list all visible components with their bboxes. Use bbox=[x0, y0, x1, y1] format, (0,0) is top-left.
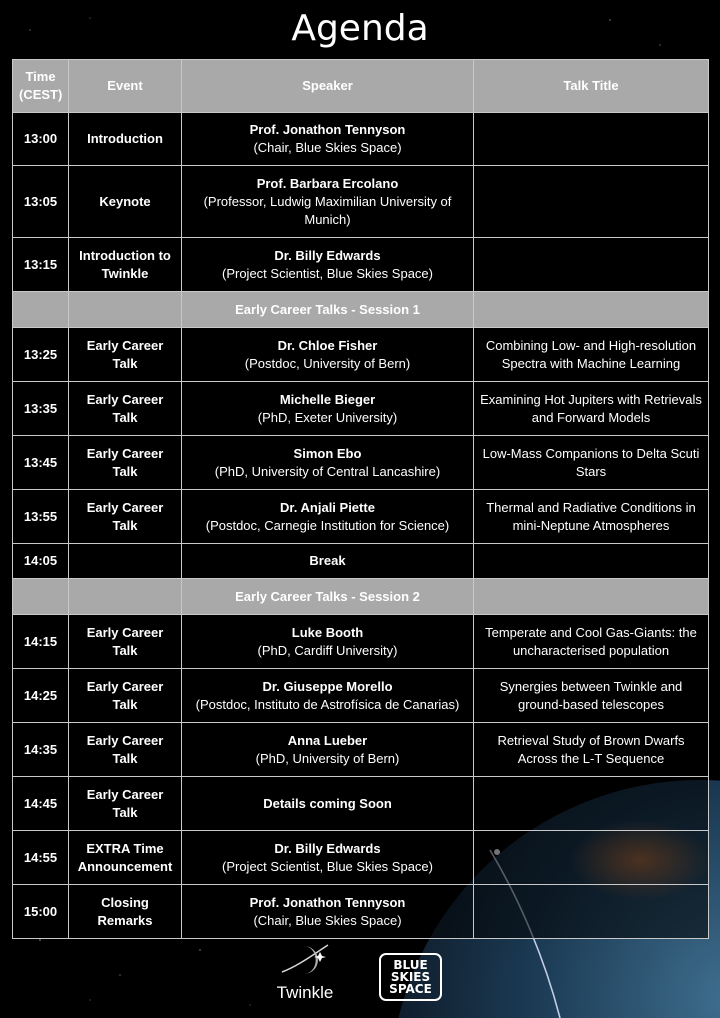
twinkle-logo bbox=[270, 942, 340, 1002]
twinkle-star-icon bbox=[270, 942, 340, 978]
talk-title-cell bbox=[474, 166, 709, 238]
session-event-cell bbox=[69, 579, 182, 615]
table-row bbox=[13, 615, 709, 669]
speaker-cell bbox=[182, 490, 474, 544]
speaker-cell bbox=[182, 777, 474, 831]
speaker-name: Michelle Bieger bbox=[279, 391, 376, 407]
speaker-affiliation: (Chair, Blue Skies Space) bbox=[253, 912, 402, 928]
time-cell: 13:45 bbox=[13, 436, 69, 490]
table-header-row bbox=[13, 60, 709, 113]
speaker-name: Dr. Giuseppe Morello bbox=[262, 678, 393, 694]
talk-title-cell bbox=[474, 238, 709, 292]
speaker-cell bbox=[182, 885, 474, 939]
talk-title-cell bbox=[474, 544, 709, 579]
speaker-affiliation: (Professor, Ludwig Maximilian University of Munich) bbox=[203, 193, 452, 227]
event-cell: Closing Remarks bbox=[69, 885, 182, 939]
speaker-name: Prof. Jonathon Tennyson bbox=[249, 894, 406, 910]
table-row bbox=[13, 669, 709, 723]
table-row bbox=[13, 382, 709, 436]
session-time-cell bbox=[13, 292, 69, 328]
speaker-affiliation: (Postdoc, Instituto de Astrofísica de Canarias) bbox=[195, 696, 460, 712]
speaker-cell bbox=[182, 669, 474, 723]
event-cell: Early Career Talk bbox=[69, 382, 182, 436]
speaker-affiliation: (Postdoc, University of Bern) bbox=[244, 355, 411, 371]
speaker-cell bbox=[182, 113, 474, 166]
time-cell: 13:35 bbox=[13, 382, 69, 436]
logo-line-2: SKIES bbox=[390, 970, 431, 984]
talk-title-cell: Combining Low- and High-resolution Spectra with Machine Learning bbox=[474, 328, 709, 382]
talk-title-cell: Examining Hot Jupiters with Retrievals and Forward Models bbox=[474, 382, 709, 436]
table-row bbox=[13, 723, 709, 777]
time-cell: 14:55 bbox=[13, 831, 69, 885]
speaker-name: Prof. Jonathon Tennyson bbox=[249, 122, 406, 137]
agenda-body bbox=[13, 113, 709, 939]
break-row bbox=[13, 544, 709, 579]
speaker-affiliation: (PhD, University of Central Lancashire) bbox=[214, 463, 441, 479]
talk-title-cell bbox=[474, 113, 709, 166]
time-cell: 13:25 bbox=[13, 328, 69, 382]
talk-title-cell bbox=[474, 885, 709, 939]
table-row bbox=[13, 328, 709, 382]
session-title-cell bbox=[474, 292, 709, 328]
logo-line-1: BLUE bbox=[393, 958, 428, 972]
time-cell: 14:35 bbox=[13, 723, 69, 777]
event-cell: Early Career Talk bbox=[69, 777, 182, 831]
speaker-cell bbox=[182, 436, 474, 490]
time-cell: 14:25 bbox=[13, 669, 69, 723]
speaker-affiliation: (PhD, University of Bern) bbox=[255, 750, 400, 766]
page-title: Agenda bbox=[291, 8, 429, 49]
table-row bbox=[13, 166, 709, 238]
time-cell: 14:45 bbox=[13, 777, 69, 831]
talk-title-cell: Retrieval Study of Brown Dwarfs Across the L-T Sequence bbox=[474, 723, 709, 777]
speaker-affiliation: (Postdoc, Carnegie Institution for Science) bbox=[205, 517, 450, 533]
event-cell: Introduction to Twinkle bbox=[69, 238, 182, 292]
speaker-name: Prof. Barbara Ercolano bbox=[256, 175, 399, 191]
agenda-table bbox=[12, 59, 709, 939]
talk-title-cell bbox=[474, 777, 709, 831]
talk-title-cell: Thermal and Radiative Conditions in mini-Neptune Atmospheres bbox=[474, 490, 709, 544]
event-cell: Early Career Talk bbox=[69, 723, 182, 777]
table-row bbox=[13, 777, 709, 831]
time-cell: 15:00 bbox=[13, 885, 69, 939]
header-talk-title: Talk Title bbox=[474, 60, 709, 113]
event-cell: Introduction bbox=[69, 113, 182, 166]
table-row bbox=[13, 490, 709, 544]
break-label: Break bbox=[182, 544, 474, 579]
session-event-cell bbox=[69, 292, 182, 328]
blue-skies-space-logo bbox=[379, 953, 442, 1001]
table-row bbox=[13, 831, 709, 885]
session-time-cell bbox=[13, 579, 69, 615]
speaker-cell bbox=[182, 328, 474, 382]
header-event: Event bbox=[69, 60, 182, 113]
event-cell: Early Career Talk bbox=[69, 436, 182, 490]
table-row bbox=[13, 885, 709, 939]
speaker-affiliation: (Chair, Blue Skies Space) bbox=[253, 140, 402, 155]
speaker-name: Simon Ebo bbox=[293, 445, 362, 461]
time-cell: 14:15 bbox=[13, 615, 69, 669]
time-cell: 14:05 bbox=[13, 544, 69, 579]
speaker-name: Dr. Billy Edwards bbox=[274, 840, 381, 856]
session-header-row bbox=[13, 579, 709, 615]
talk-title-cell: Low-Mass Companions to Delta Scuti Stars bbox=[474, 436, 709, 490]
event-cell: Early Career Talk bbox=[69, 669, 182, 723]
time-cell: 13:15 bbox=[13, 238, 69, 292]
speaker-affiliation: (PhD, Exeter University) bbox=[257, 409, 398, 425]
header-time: Time (CEST) bbox=[13, 60, 69, 113]
speaker-cell bbox=[182, 831, 474, 885]
session-label: Early Career Talks - Session 2 bbox=[182, 579, 474, 615]
time-cell: 13:55 bbox=[13, 490, 69, 544]
talk-title-cell: Temperate and Cool Gas-Giants: the uncharacterised population bbox=[474, 615, 709, 669]
speaker-name: Dr. Anjali Piette bbox=[280, 499, 375, 515]
speaker-name: Luke Booth bbox=[291, 624, 364, 640]
speaker-affiliation: (PhD, Cardiff University) bbox=[257, 642, 398, 658]
header-speaker: Speaker bbox=[182, 60, 474, 113]
speaker-name: Details coming Soon bbox=[263, 795, 392, 811]
speaker-name: Anna Lueber bbox=[287, 732, 368, 748]
event-cell: Keynote bbox=[69, 166, 182, 238]
event-cell bbox=[69, 544, 182, 579]
twinkle-logo-text: Twinkle bbox=[276, 983, 334, 1002]
talk-title-cell: Synergies between Twinkle and ground-based telescopes bbox=[474, 669, 709, 723]
table-row bbox=[13, 238, 709, 292]
table-row bbox=[13, 436, 709, 490]
event-cell: Early Career Talk bbox=[69, 615, 182, 669]
session-label: Early Career Talks - Session 1 bbox=[182, 292, 474, 328]
time-cell: 13:05 bbox=[13, 166, 69, 238]
event-cell: EXTRA Time Announcement bbox=[69, 831, 182, 885]
speaker-cell bbox=[182, 382, 474, 436]
event-cell: Early Career Talk bbox=[69, 490, 182, 544]
speaker-cell bbox=[182, 166, 474, 238]
session-header-row bbox=[13, 292, 709, 328]
speaker-affiliation: (Project Scientist, Blue Skies Space) bbox=[222, 858, 433, 874]
logo-line-3: SPACE bbox=[389, 982, 432, 996]
speaker-cell bbox=[182, 615, 474, 669]
speaker-name: Dr. Chloe Fisher bbox=[277, 337, 378, 353]
table-row bbox=[13, 113, 709, 166]
session-title-cell bbox=[474, 579, 709, 615]
speaker-cell bbox=[182, 238, 474, 292]
speaker-cell bbox=[182, 723, 474, 777]
speaker-name: Dr. Billy Edwards bbox=[274, 247, 381, 263]
time-cell: 13:00 bbox=[13, 113, 69, 166]
speaker-affiliation: (Project Scientist, Blue Skies Space) bbox=[222, 265, 433, 281]
event-cell: Early Career Talk bbox=[69, 328, 182, 382]
talk-title-cell bbox=[474, 831, 709, 885]
